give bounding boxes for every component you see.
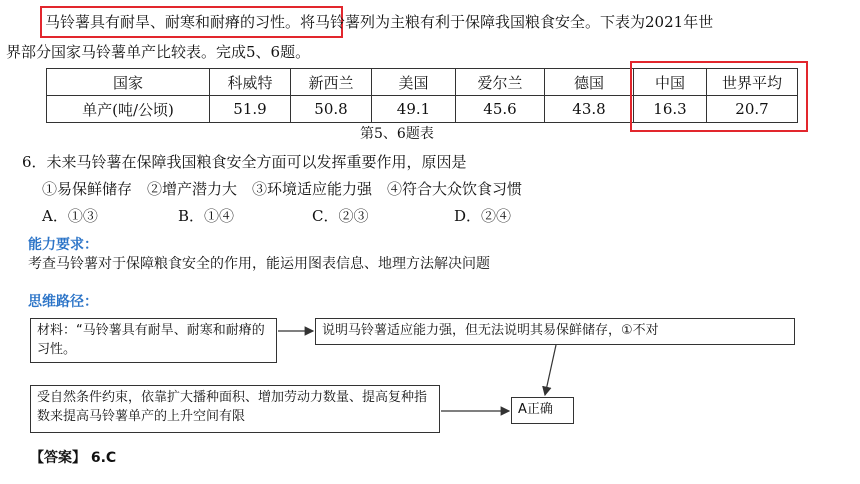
intro-rest-text: 将马铃薯列为主粮有利于保障我国粮食安全。下表为2021年世 — [300, 13, 714, 31]
intro-line-2: 界部分国家马铃薯单产比较表。完成5、6题。 — [6, 43, 311, 61]
table-cell: 50.8 — [291, 96, 372, 123]
table-country: 科威特 — [210, 69, 291, 96]
table-cell: 51.9 — [210, 96, 291, 123]
choice-b: B．①④ — [178, 207, 235, 225]
table-cell: 49.1 — [372, 96, 456, 123]
table-cell: 43.8 — [545, 96, 634, 123]
choice-a: A．①③ — [42, 207, 98, 225]
table-country: 美国 — [372, 69, 456, 96]
intro-highlight-text: 马铃薯具有耐旱、耐寒和耐瘠的习性。 — [45, 13, 301, 31]
question-options: ①易保鲜储存 ②增产潜力大 ③环境适应能力强 ④符合大众饮食习惯 — [42, 180, 523, 198]
table-cell: 45.6 — [456, 96, 545, 123]
table-cell: 20.7 — [707, 96, 798, 123]
answer-label: 【答案】 — [30, 450, 86, 466]
ability-heading: 能力要求： — [28, 237, 98, 253]
table-cell: 16.3 — [634, 96, 707, 123]
conclusion-box: A正确 — [511, 397, 574, 424]
table-country: 德国 — [545, 69, 634, 96]
table-country: 新西兰 — [291, 69, 372, 96]
thinking-heading: 思维路径： — [28, 294, 98, 310]
ability-text: 考查马铃薯对于保障粮食安全的作用，能运用图表信息、地理方法解决问题 — [28, 256, 490, 272]
table-caption: 第5、6题表 — [360, 126, 434, 142]
material-box: 材料：“马铃薯具有耐旱、耐寒和耐瘠的习性。 — [30, 318, 277, 363]
question-stem: 6．未来马铃薯在保障我国粮食安全方面可以发挥重要作用，原因是 — [22, 153, 467, 171]
choice-c: C．②③ — [312, 207, 369, 225]
table-country: 中国 — [634, 69, 707, 96]
table-header-label: 国家 — [47, 69, 210, 96]
table-row-label: 单产(吨/公顷) — [47, 96, 210, 123]
table-country: 世界平均 — [707, 69, 798, 96]
constraint-box: 受自然条件约束，依靠扩大播种面积、增加劳动力数量、提高复种指数来提高马铃薯单产的上升空间有限 — [30, 385, 440, 433]
explanation-box: 说明马铃薯适应能力强，但无法说明其易保鲜储存，①不对 — [315, 318, 795, 345]
choice-d: D．②④ — [454, 207, 512, 225]
arrow-explanation-to-conclusion — [545, 345, 556, 395]
table-country: 爱尔兰 — [456, 69, 545, 96]
answer-value: 6.C — [90, 450, 117, 466]
answer-line — [30, 447, 116, 467]
